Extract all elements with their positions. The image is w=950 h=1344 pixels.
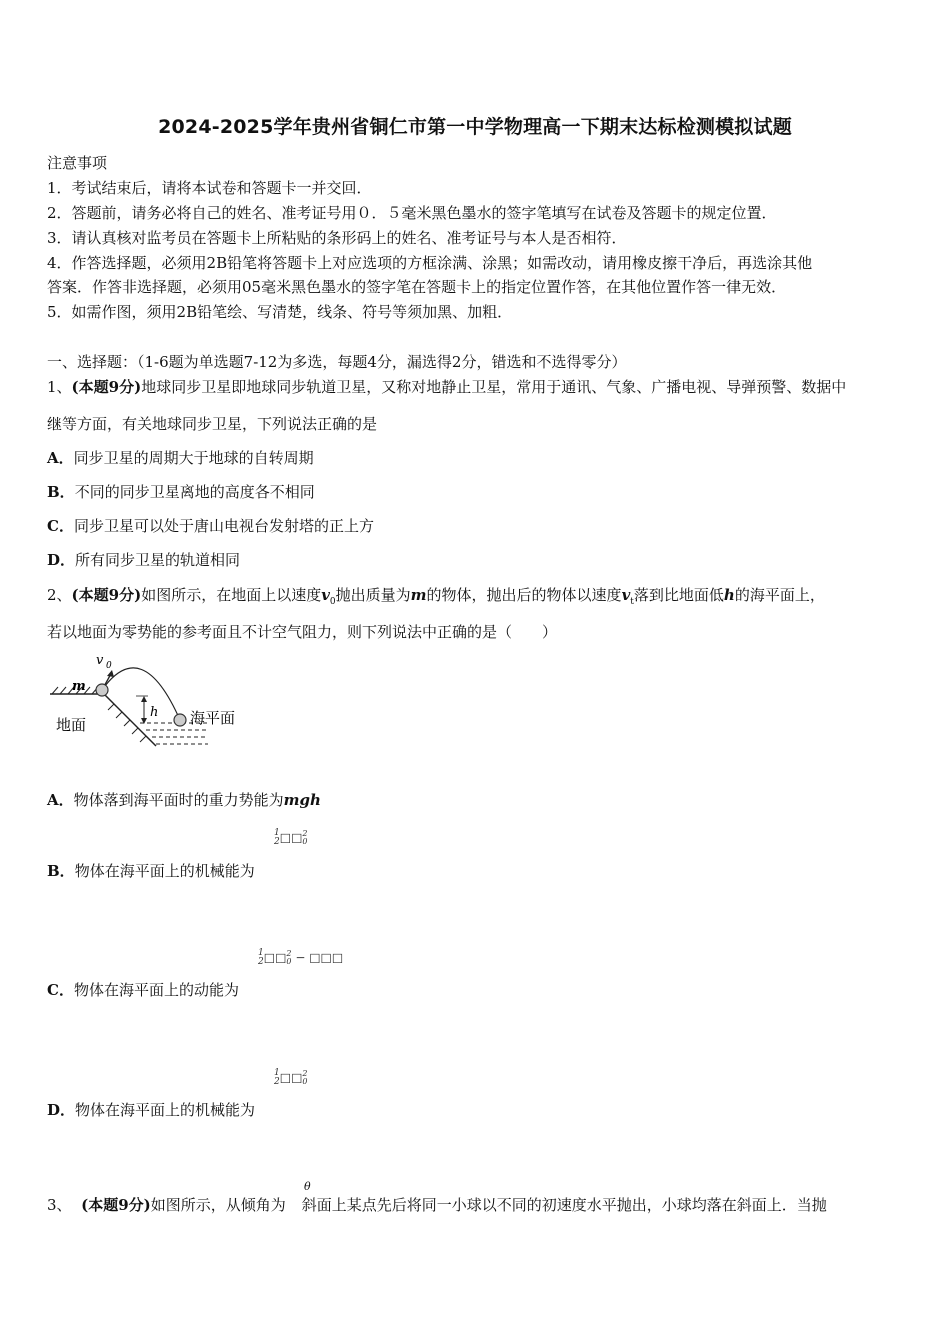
projectile-figure	[48, 648, 248, 758]
option-b: B．不同的同步卫星离地的高度各不相同	[47, 483, 315, 501]
question-2-line2: 若以地面为零势能的参考面且不计空气阻力，则下列说法中正确的是（ ）	[47, 623, 558, 641]
notice-item: 2．答题前，请务必将自己的姓名、准考证号用０．５毫米黑色墨水的签字笔填写在试卷及答题卡的规定位置．	[47, 204, 777, 222]
theta-symbol: θ	[304, 1180, 311, 1193]
label-v0-sub: 0	[106, 661, 112, 671]
option-c: C．物体在海平面上的动能为	[47, 981, 239, 999]
label-v0: v	[96, 653, 104, 668]
notice-item: 1．考试结束后，请将本试卷和答题卡一并交回．	[47, 179, 372, 197]
formula-d: 1 2□□2 0	[274, 1068, 308, 1087]
option-a: A．同步卫星的周期大于地球的自转周期	[47, 449, 314, 467]
ball-start	[96, 684, 108, 696]
option-b: B．物体在海平面上的机械能为	[47, 862, 255, 880]
notice-item: 5．如需作图，须用2B铅笔绘、写清楚，线条、符号等须加黑、加粗．	[47, 303, 513, 321]
label-m: m	[72, 679, 86, 694]
section-heading: 一、选择题：（1-6题为单选题7-12为多选，每题4分，漏选得2分，错选和不选得零分）	[47, 353, 627, 371]
option-a: A．物体落到海平面时的重力势能为mgh	[47, 791, 321, 809]
question-number: 1、	[47, 378, 72, 396]
option-c: C．同步卫星可以处于唐山电视台发射塔的正上方	[47, 517, 374, 535]
notice-item: 答案．作答非选择题，必须用05毫米黑色墨水的签字笔在答题卡上的指定位置作答，在其他位置作答一律无效．	[47, 278, 787, 296]
label-sea: 海平面	[190, 709, 236, 727]
label-h: h	[150, 705, 159, 720]
formula-b: 1 2□□2 0	[274, 828, 308, 847]
formula-c: 1 2□□2 0 − □□□	[258, 948, 344, 967]
arrow-head	[107, 670, 114, 677]
question-3-line1: 3、 (本题9分)如图所示，从倾角为 斜面上某点先后将同一小球以不同的初速度水平抛出，小球均落在斜面上．当抛	[47, 1196, 827, 1214]
option-d: D．所有同步卫星的轨道相同	[47, 551, 241, 569]
page-title: 2024-2025学年贵州省铜仁市第一中学物理高一下期末达标检测模拟试题	[158, 116, 792, 138]
label-ground: 地面	[56, 716, 87, 734]
question-1-line1	[47, 376, 846, 397]
notice-item: 4．作答选择题，必须用2B铅笔将答题卡上对应选项的方框涂满、涂黑；如需改动，请用橡皮擦干净后，再选涂其他	[47, 254, 813, 272]
question-text: 地球同步卫星即地球同步轨道卫星，又称对地静止卫星，常用于通讯、气象、广播电视、导弹预警、数据中	[141, 378, 847, 396]
question-score: (本题9分)	[71, 378, 142, 396]
question-1-line2: 继等方面，有关地球同步卫星，下列说法正确的是	[47, 415, 378, 433]
ball-end	[174, 714, 186, 726]
notice-heading: 注意事项	[47, 154, 108, 172]
question-2-line1: 2、(本题9分)如图所示，在地面上以速度$v_0$抛出质量为m的物体，抛出后的物体以速度$v_t$落到比地面低h的海平面上，	[47, 586, 825, 607]
option-d: D．物体在海平面上的机械能为	[47, 1101, 256, 1119]
notice-item: 3．请认真核对监考员在答题卡上所粘贴的条形码上的姓名、准考证号与本人是否相符．	[47, 229, 627, 247]
trajectory	[102, 668, 180, 720]
